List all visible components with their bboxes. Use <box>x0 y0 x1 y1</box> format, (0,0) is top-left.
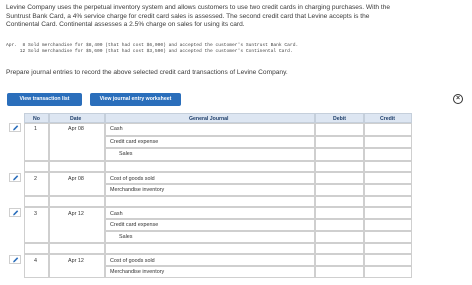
debit-field[interactable] <box>315 161 364 172</box>
edit-button[interactable] <box>9 173 21 182</box>
header-date: Date <box>49 113 105 123</box>
account-field[interactable]: Cash <box>105 207 315 219</box>
entry-date: Apr 08 <box>68 176 84 182</box>
entry-number: 1 <box>34 126 37 132</box>
account-field[interactable] <box>105 161 315 172</box>
credit-field[interactable] <box>364 231 412 243</box>
credit-field[interactable] <box>364 254 412 266</box>
header-credit: Credit <box>364 113 412 123</box>
credit-field[interactable] <box>364 172 412 184</box>
account-field[interactable]: Merchandise inventory <box>105 184 315 196</box>
account-field[interactable]: Cost of goods sold <box>105 172 315 184</box>
account-field[interactable]: Sales <box>105 148 315 161</box>
debit-field[interactable] <box>315 123 364 136</box>
credit-field[interactable] <box>364 136 412 148</box>
close-icon[interactable]: × <box>453 94 463 104</box>
debit-field[interactable] <box>315 148 364 161</box>
pencil-icon <box>11 256 20 264</box>
entry-number: 4 <box>34 258 37 264</box>
entry-number: 3 <box>34 211 37 217</box>
problem-line: Suntrust Bank Card, a 4% service charge for credit card sales is assessed. The second credit card that Levine accepts is the <box>6 12 370 20</box>
account-field[interactable]: Sales <box>105 231 315 243</box>
header-debit: Debit <box>315 113 364 123</box>
credit-field[interactable] <box>364 161 412 172</box>
debit-field[interactable] <box>315 219 364 231</box>
problem-line: Continental Card. Continental assesses a 2.5% charge on sales for using its card. <box>6 21 245 29</box>
problem-line: Levine Company uses the perpetual inventory system and allows customers to use two credit cards in charging purchases. With the <box>6 4 391 11</box>
account-field[interactable]: Cash <box>105 123 315 136</box>
debit-field[interactable] <box>315 136 364 148</box>
debit-field[interactable] <box>315 196 364 207</box>
account-field[interactable] <box>105 196 315 207</box>
transaction-line: 12 Sold merchandise for $5,600 (that had cost $3,500) and accepted the customer's Continental Card. <box>6 49 293 55</box>
view-journal-worksheet-button[interactable]: View journal entry worksheet <box>90 93 181 106</box>
entry-number: 2 <box>34 176 37 182</box>
account-field[interactable]: Credit card expense <box>105 136 315 148</box>
entry-date: Apr 12 <box>68 258 84 264</box>
account-field[interactable]: Merchandise inventory <box>105 266 315 278</box>
header-general-journal: General Journal <box>105 113 315 123</box>
debit-field[interactable] <box>315 243 364 254</box>
pencil-icon <box>11 174 20 182</box>
debit-field[interactable] <box>315 172 364 184</box>
debit-field[interactable] <box>315 231 364 243</box>
account-field[interactable]: Credit card expense <box>105 219 315 231</box>
credit-field[interactable] <box>364 266 412 278</box>
problem-statement <box>6 4 468 30</box>
debit-field[interactable] <box>315 266 364 278</box>
credit-field[interactable] <box>364 148 412 161</box>
entry-date: Apr 12 <box>68 211 84 217</box>
header-no: No <box>24 113 49 123</box>
credit-field[interactable] <box>364 123 412 136</box>
account-field[interactable] <box>105 243 315 254</box>
credit-field[interactable] <box>364 219 412 231</box>
edit-button[interactable] <box>9 123 21 132</box>
transaction-details <box>6 43 298 55</box>
view-transaction-list-button[interactable]: View transaction list <box>7 93 82 106</box>
credit-field[interactable] <box>364 243 412 254</box>
debit-field[interactable] <box>315 184 364 196</box>
edit-button[interactable] <box>9 208 21 217</box>
credit-field[interactable] <box>364 207 412 219</box>
instruction-text: Prepare journal entries to record the above selected credit card transactions of Levine Company. <box>6 69 288 76</box>
pencil-icon <box>11 124 20 132</box>
transaction-line: Apr. 8 Sold merchandise for $8,400 (that had cost $6,000) and accepted the customer's Suntrust Bank Card. <box>6 43 299 48</box>
debit-field[interactable] <box>315 207 364 219</box>
credit-field[interactable] <box>364 184 412 196</box>
account-field[interactable]: Cost of goods sold <box>105 254 315 266</box>
edit-button[interactable] <box>9 255 21 264</box>
credit-field[interactable] <box>364 196 412 207</box>
pencil-icon <box>11 209 20 217</box>
entry-date: Apr 08 <box>68 126 84 132</box>
debit-field[interactable] <box>315 254 364 266</box>
